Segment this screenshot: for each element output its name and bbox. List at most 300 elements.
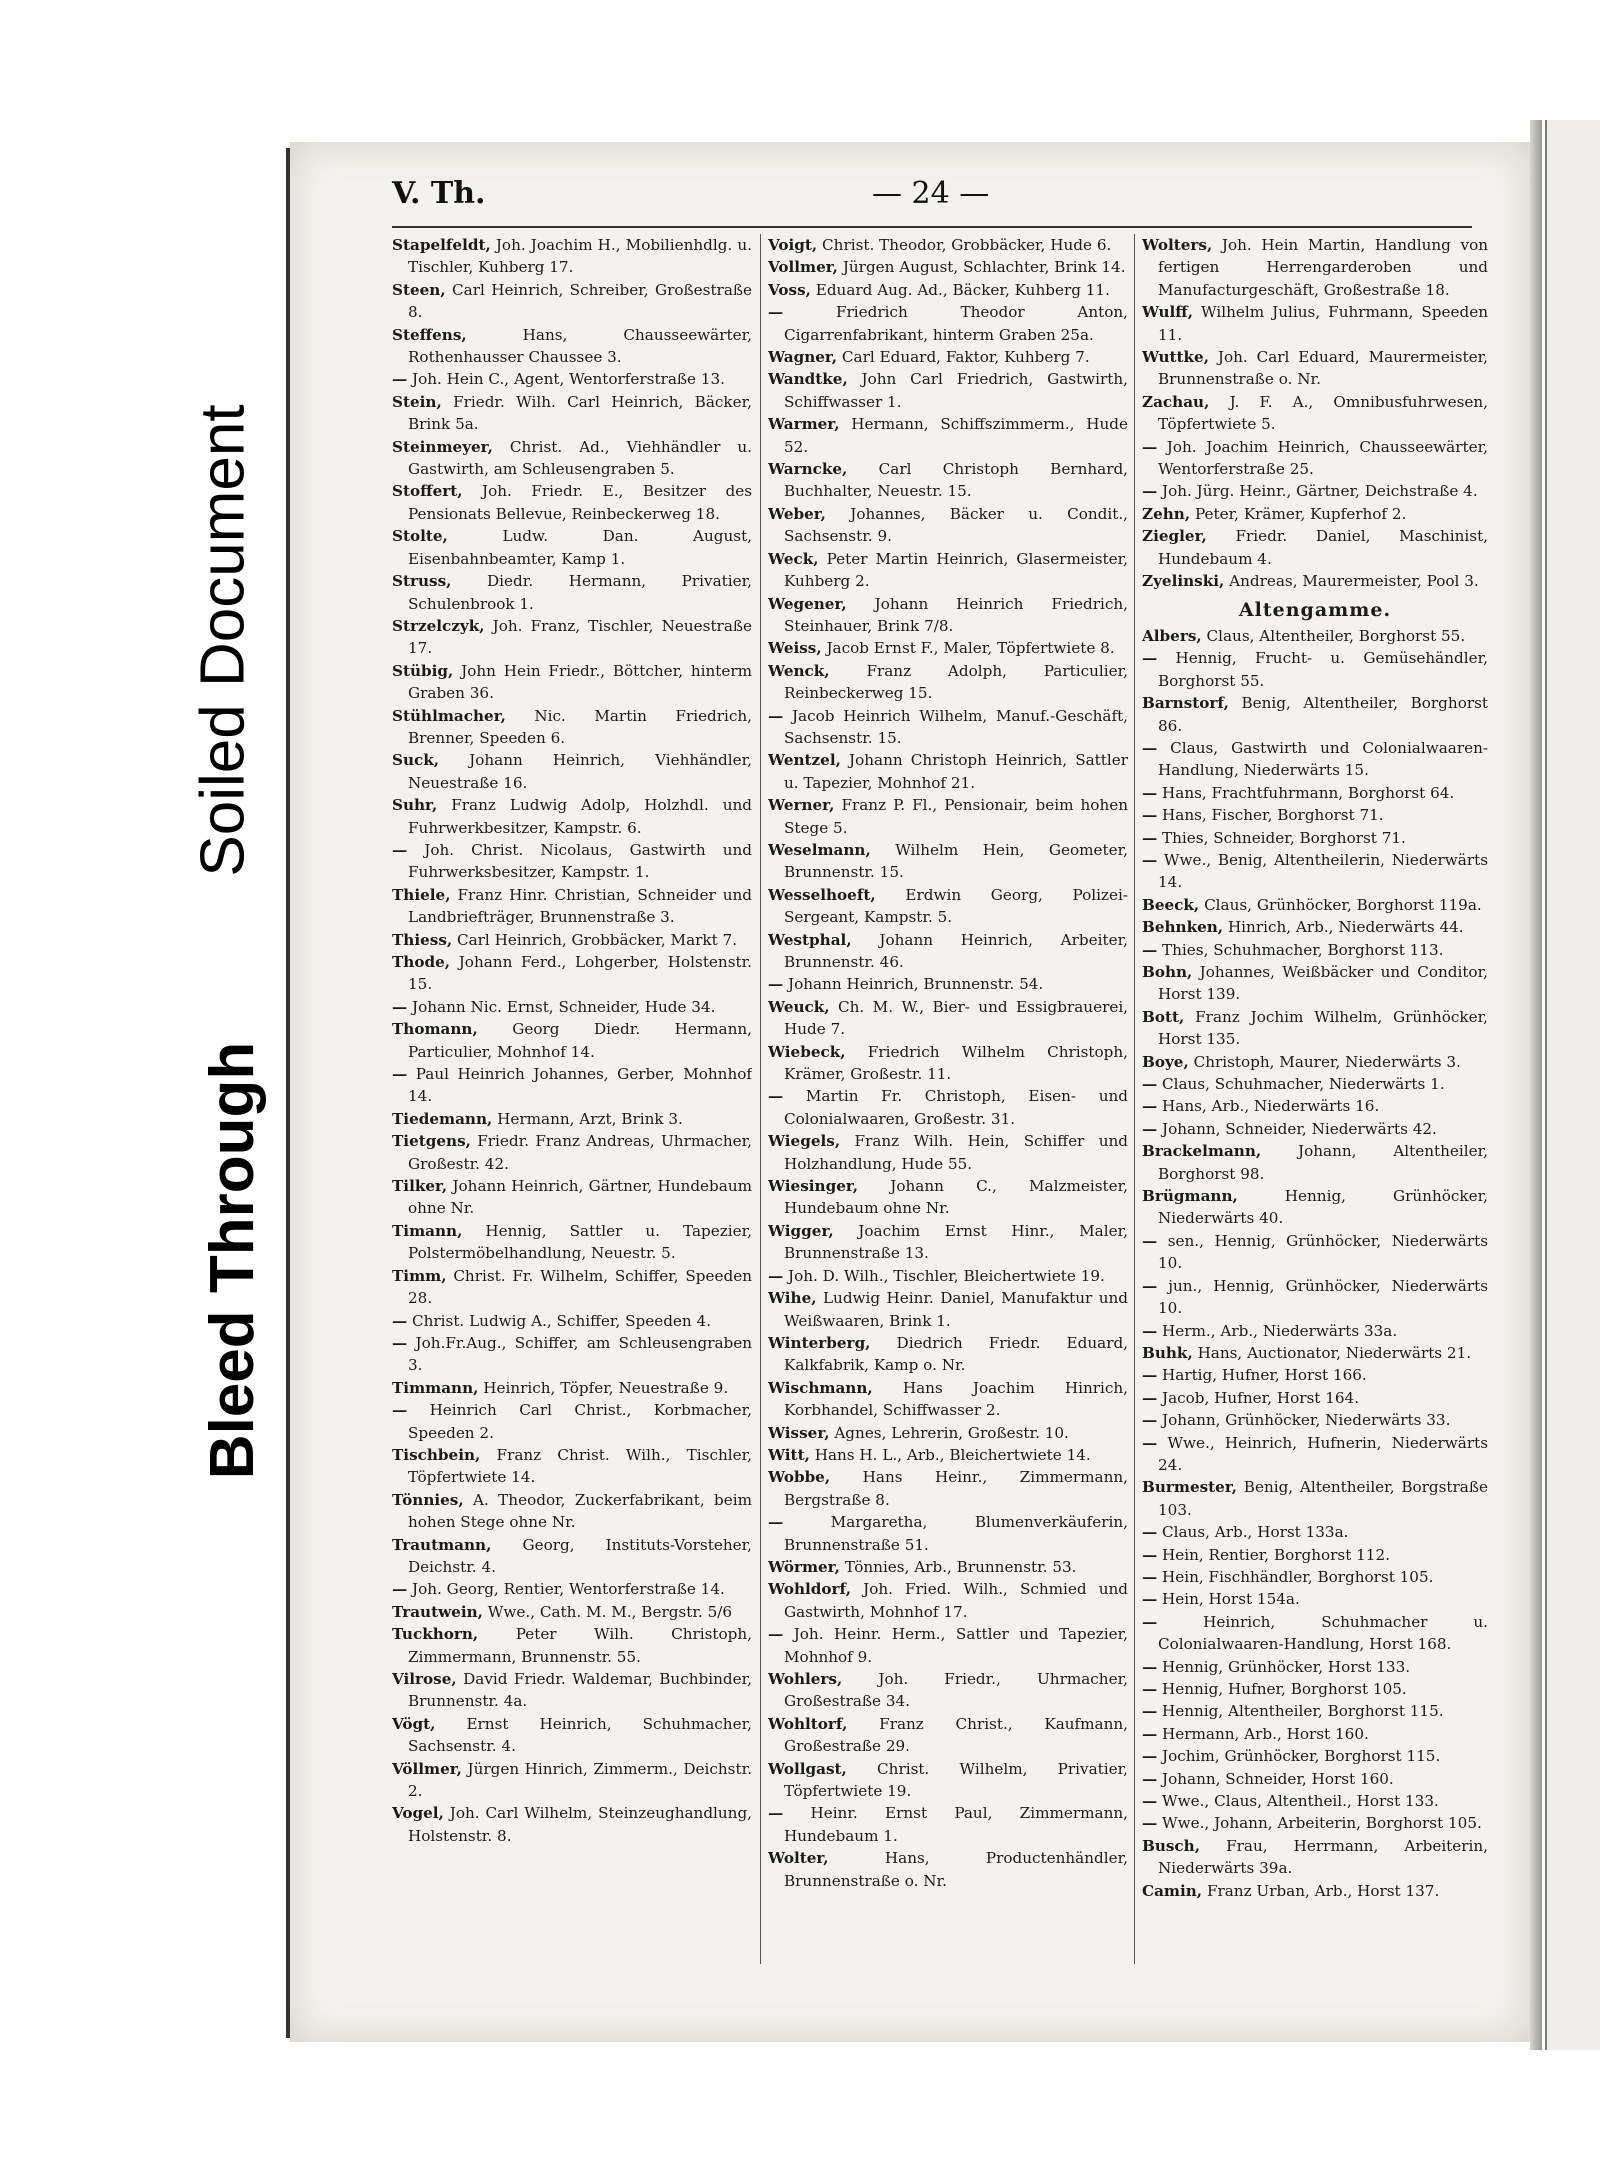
entry-details: Hans, Fischer, Borghorst 71. xyxy=(1162,806,1384,825)
section-heading: Altengamme. xyxy=(1238,598,1392,621)
entry-details: Hennig, Grünhöcker, Horst 133. xyxy=(1162,1657,1411,1676)
entry-name: Wentzel, xyxy=(768,751,841,770)
entry-name: — xyxy=(1142,940,1158,959)
entry-details: Johann Ferd., Lohgerber, Holstenstr. 15. xyxy=(408,953,752,994)
directory-entry xyxy=(1142,1544,1488,1566)
directory-entry xyxy=(768,1287,1128,1332)
entry-name: — xyxy=(1142,1769,1158,1788)
entry-details: Jürgen August, Schlachter, Brink 14. xyxy=(842,258,1126,277)
entry-details: Heinrich, Schuhmacher u. Colonialwaaren-Handlung, Horst 168. xyxy=(1158,1612,1488,1654)
entry-name: Wiebeck, xyxy=(768,1042,846,1061)
entry-name: Witt, xyxy=(768,1445,810,1464)
entry-details: Thies, Schuhmacher, Borghorst 113. xyxy=(1162,940,1444,959)
entry-name: — xyxy=(392,1401,408,1420)
entry-name: Buhk, xyxy=(1142,1343,1193,1362)
entry-details: Georg Diedr. Hermann, Particulier, Mohnhof 14. xyxy=(408,1020,752,1061)
entry-details: Franz Christ. Wilh., Tischler, Töpfertwiete 14. xyxy=(408,1445,752,1487)
directory-entry xyxy=(1142,1678,1488,1700)
entry-details: Joh. Heinr. Herm., Sattler und Tapezier, Mohnhof 9. xyxy=(784,1625,1128,1666)
directory-entry xyxy=(768,1758,1128,1803)
entry-name: Steffens, xyxy=(392,325,467,344)
entry-details: Johann Heinrich, Brunnenstr. 54. xyxy=(788,975,1044,994)
entry-name: — xyxy=(1142,1231,1158,1250)
entry-details: Wwe., Cath. M. M., Bergstr. 5/6 xyxy=(487,1602,733,1621)
directory-column-3 xyxy=(1142,234,1488,1964)
entry-details: Johannes, Weißbäcker und Conditor, Horst 139. xyxy=(1158,963,1488,1004)
entry-name: Wegener, xyxy=(768,594,847,613)
directory-entry xyxy=(1142,1835,1488,1880)
entry-name: Wobbe, xyxy=(768,1468,831,1487)
directory-entry xyxy=(768,1802,1128,1847)
directory-entry xyxy=(1142,1432,1488,1477)
entry-name: Wiegels, xyxy=(768,1132,841,1151)
directory-entry xyxy=(392,324,752,369)
entry-name: Thode, xyxy=(392,953,451,971)
entry-details: Ludwig Heinr. Daniel, Manufaktur und Weißwaaren, Brink 1. xyxy=(784,1289,1128,1330)
directory-entry xyxy=(768,660,1128,705)
entry-name: Beeck, xyxy=(1142,895,1200,914)
entry-details: Johann, Schneider, Horst 160. xyxy=(1162,1769,1394,1788)
directory-entry xyxy=(1142,827,1488,849)
directory-entry xyxy=(768,1085,1128,1130)
entry-details: Jacob Ernst F., Maler, Töpfertwiete 8. xyxy=(826,639,1115,658)
directory-entry xyxy=(1142,1006,1488,1051)
directory-entry xyxy=(1142,1275,1488,1320)
directory-entry xyxy=(1142,916,1488,938)
directory-entry xyxy=(392,1399,752,1444)
entry-name: Steen, xyxy=(392,280,446,299)
directory-entry xyxy=(768,279,1128,301)
directory-entry xyxy=(392,1130,752,1175)
entry-name: — xyxy=(1142,1680,1158,1698)
soiled-document-label xyxy=(168,330,278,950)
entry-name: Weuck, xyxy=(768,997,830,1016)
entry-details: Hennig, Sattler u. Tapezier, Polstermöbelhandlung, Neuestr. 5. xyxy=(408,1221,752,1263)
entry-details: Erdwin Georg, Polizei-Sergeant, Kampstr. 5. xyxy=(784,885,1128,927)
directory-entry xyxy=(392,1601,752,1623)
entry-details: John Hein Friedr., Böttcher, hinterm Graben 36. xyxy=(408,661,752,703)
directory-entry xyxy=(768,973,1128,995)
entry-name: Steinmeyer, xyxy=(392,437,493,456)
entry-details: J. F. A., Omnibusfuhrwesen, Töpfertwiete 5. xyxy=(1158,392,1488,434)
entry-details: Joh. Hein Martin, Handlung von fertigen Herrengarderoben und Manufacturgeschäft, Großestraße 18. xyxy=(1158,236,1488,299)
directory-entry xyxy=(768,1444,1128,1466)
entry-details: Claus, Schuhmacher, Niederwärts 1. xyxy=(1162,1075,1445,1094)
directory-entry xyxy=(768,1668,1128,1713)
entry-name: Zehn, xyxy=(1142,504,1191,523)
entry-details: Peter Wilh. Christoph, Zimmermann, Brunnenstr. 55. xyxy=(408,1625,752,1666)
entry-details: Franz P. Fl., Pensionair, beim hohen Stege 5. xyxy=(784,796,1128,837)
header-section: V. Th. xyxy=(392,176,486,211)
column-divider xyxy=(1134,234,1135,1964)
entry-name: — xyxy=(1142,828,1158,847)
directory-entry xyxy=(1142,346,1488,391)
directory-entry xyxy=(768,637,1128,659)
entry-name: Weber, xyxy=(768,504,826,523)
directory-entry xyxy=(1142,234,1488,301)
entry-details: Herm., Arb., Niederwärts 33a. xyxy=(1162,1321,1398,1340)
entry-name: Barnstorf, xyxy=(1142,694,1229,713)
entry-name: — xyxy=(1142,482,1158,501)
entry-details: Franz Adolph, Particulier, Reinbeckerweg 15. xyxy=(784,661,1128,703)
entry-details: Johann Nic. Ernst, Schneider, Hude 34. xyxy=(412,997,716,1016)
directory-entry xyxy=(768,413,1128,458)
directory-entry xyxy=(768,301,1128,346)
entry-details: Franz Wilh. Hein, Schiffer und Holzhandlung, Hude 55. xyxy=(784,1132,1128,1173)
entry-details: A. Theodor, Zuckerfabrikant, beim hohen Stege ohne Nr. xyxy=(408,1490,752,1532)
entry-name: Struss, xyxy=(392,572,452,591)
directory-entry xyxy=(1142,391,1488,436)
entry-details: Johann, Grünhöcker, Niederwärts 33. xyxy=(1162,1411,1451,1430)
entry-name: Völlmer, xyxy=(392,1759,462,1778)
entry-name: — xyxy=(1142,1433,1158,1452)
entry-details: Claus, Gastwirth und Colonialwaaren-Handlung, Niederwärts 15. xyxy=(1158,738,1488,780)
directory-entry xyxy=(392,839,752,884)
directory-entry xyxy=(392,1108,752,1130)
entry-name: — xyxy=(1142,437,1158,456)
entry-details: Wilhelm Hein, Geometer, Brunnenstr. 15. xyxy=(784,840,1128,882)
entry-name: — xyxy=(1142,1276,1158,1295)
directory-entry xyxy=(1142,1095,1488,1117)
directory-entry xyxy=(392,660,752,705)
entry-details: Frau, Herrmann, Arbeiterin, Niederwärts 39a. xyxy=(1158,1836,1488,1878)
entry-name: — xyxy=(1142,1702,1158,1721)
entry-details: Hans Heinr., Zimmermann, Bergstraße 8. xyxy=(784,1468,1128,1509)
entry-details: Friedr. Franz Andreas, Uhrmacher, Großestr. 42. xyxy=(408,1132,752,1173)
entry-details: Hein, Fischhändler, Borghorst 105. xyxy=(1162,1567,1434,1586)
entry-name: Camin, xyxy=(1142,1881,1203,1900)
entry-details: Ch. M. W., Bier- und Essigbrauerei, Hude 7. xyxy=(784,997,1128,1039)
entry-name: — xyxy=(768,1625,784,1644)
entry-details: Hein, Rentier, Borghorst 112. xyxy=(1162,1545,1390,1564)
directory-entry xyxy=(1142,503,1488,525)
entry-name: Vollmer, xyxy=(768,258,838,277)
entry-details: Carl Heinrich, Grobbäcker, Markt 7. xyxy=(457,930,738,949)
directory-entry xyxy=(1142,804,1488,826)
entry-details: Johann, Altentheiler, Borghorst 98. xyxy=(1158,1142,1488,1183)
entry-name: Thomann, xyxy=(392,1020,478,1039)
directory-entry xyxy=(392,1265,752,1310)
entry-name: Werner, xyxy=(768,796,835,815)
entry-name: Wörmer, xyxy=(768,1557,840,1576)
entry-details: Ernst Heinrich, Schuhmacher, Sachsenstr. 4. xyxy=(408,1714,752,1756)
directory-entry xyxy=(768,1265,1128,1287)
directory-entry xyxy=(768,1556,1128,1578)
directory-entry xyxy=(768,1377,1128,1422)
entry-name: — xyxy=(392,1580,408,1599)
entry-name: Westphal, xyxy=(768,930,852,949)
entry-details: Hans, Productenhändler, Brunnenstraße o. Nr. xyxy=(784,1849,1128,1890)
entry-details: Diedrich Friedr. Eduard, Kalkfabrik, Kamp o. Nr. xyxy=(784,1333,1128,1375)
directory-entry xyxy=(392,279,752,324)
entry-details: Wwe., Benig, Altentheilerin, Niederwärts 14. xyxy=(1158,850,1488,892)
entry-details: Carl Christoph Bernhard, Buchhalter, Neuestr. 15. xyxy=(784,460,1128,501)
entry-details: Carl Eduard, Faktor, Kuhberg 7. xyxy=(841,348,1090,367)
entry-name: Wollgast, xyxy=(768,1759,847,1778)
entry-details: Joh. Carl Wilhelm, Steinzeughandlung, Holstenstr. 8. xyxy=(408,1804,752,1845)
entry-name: Wuttke, xyxy=(1142,348,1209,367)
entry-details: Joh. Joachim H., Mobilienhdlg. u. Tischler, Kuhberg 17. xyxy=(408,236,752,277)
directory-column-1 xyxy=(392,234,752,1964)
entry-details: Christoph, Maurer, Niederwärts 3. xyxy=(1193,1052,1461,1071)
bleed-through-text: Bleed Through xyxy=(198,1041,268,1479)
entry-details: Franz Christ., Kaufmann, Großestraße 29. xyxy=(784,1714,1128,1756)
entry-details: Jürgen Hinrich, Zimmerm., Deichstr. 2. xyxy=(408,1759,752,1801)
entry-name: Vogel, xyxy=(392,1804,444,1823)
entry-details: Hans Joachim Hinrich, Korbhandel, Schiffwasser 2. xyxy=(784,1378,1128,1420)
entry-name: — xyxy=(1142,783,1158,802)
directory-entry xyxy=(1142,1790,1488,1812)
directory-entry xyxy=(1142,782,1488,804)
entry-details: Joh.Fr.Aug., Schiffer, am Schleusengraben 3. xyxy=(408,1333,752,1375)
page-gutter xyxy=(286,148,290,2038)
column-divider xyxy=(760,234,761,1964)
directory-entry xyxy=(392,1444,752,1489)
entry-name: Thiele, xyxy=(392,885,451,904)
directory-entry xyxy=(392,570,752,615)
entry-name: Weck, xyxy=(768,549,819,568)
entry-details: Joh. Friedr., Uhrmacher, Großestraße 34. xyxy=(784,1670,1128,1711)
entry-name: Timm, xyxy=(392,1266,447,1285)
entry-details: Martin Fr. Christoph, Eisen- und Colonialwaaren, Großestr. 31. xyxy=(784,1087,1128,1128)
entry-name: Timmann, xyxy=(392,1378,479,1397)
directory-entry xyxy=(1142,525,1488,570)
directory-entry xyxy=(392,391,752,436)
directory-entry xyxy=(768,503,1128,548)
entry-details: Hennig, Grünhöcker, Niederwärts 40. xyxy=(1158,1187,1488,1228)
entry-details: Joh. Christ. Nicolaus, Gastwirth und Fuhrwerksbesitzer, Kampstr. 1. xyxy=(408,840,752,882)
entry-name: — xyxy=(1142,1724,1158,1743)
entry-details: Christ. Theodor, Grobbäcker, Hude 6. xyxy=(822,236,1112,254)
entry-details: Johann C., Malzmeister, Hundebaum ohne Nr. xyxy=(784,1177,1128,1218)
directory-entry xyxy=(768,593,1128,638)
entry-details: Friedr. Wilh. Carl Heinrich, Bäcker, Brink 5a. xyxy=(408,392,752,434)
directory-entry xyxy=(1142,849,1488,894)
entry-details: Nic. Martin Friedrich, Brenner, Speeden 6. xyxy=(408,706,752,747)
entry-name: — xyxy=(1142,1119,1158,1138)
entry-name: Wolters, xyxy=(1142,236,1213,254)
entry-name: Wohltorf, xyxy=(768,1714,848,1733)
entry-details: Jochim, Grünhöcker, Borghorst 115. xyxy=(1162,1747,1441,1766)
header-rule xyxy=(392,226,1472,228)
directory-entry xyxy=(768,1713,1128,1758)
directory-entry xyxy=(768,1511,1128,1556)
directory-entry xyxy=(768,1578,1128,1623)
directory-entry xyxy=(392,436,752,481)
directory-entry xyxy=(768,794,1128,839)
entry-details: Friedr. Daniel, Maschinist, Hundebaum 4. xyxy=(1158,527,1488,568)
entry-name: Voss, xyxy=(768,280,811,299)
entry-details: Hennig, Hufner, Borghorst 105. xyxy=(1162,1680,1407,1698)
directory-entry xyxy=(392,996,752,1018)
directory-entry xyxy=(1142,301,1488,346)
entry-name: — xyxy=(768,1804,784,1823)
entry-details: Wwe., Johann, Arbeiterin, Borghorst 105. xyxy=(1162,1814,1482,1833)
directory-entry xyxy=(392,951,752,996)
entry-details: Heinr. Ernst Paul, Zimmermann, Hundebaum 1. xyxy=(784,1804,1128,1845)
entry-name: — xyxy=(1142,738,1158,757)
directory-entry xyxy=(392,1310,752,1332)
entry-name: Zyelinski, xyxy=(1142,572,1225,591)
directory-entry xyxy=(768,1332,1128,1377)
directory-entry xyxy=(768,1220,1128,1265)
entry-details: Carl Heinrich, Schreiber, Großestraße 8. xyxy=(408,280,752,322)
entry-name: Wolter, xyxy=(768,1849,829,1868)
entry-details: Georg, Instituts-Vorsteher, Deichstr. 4. xyxy=(408,1535,752,1576)
entry-details: Joachim Ernst Hinr., Maler, Brunnenstraße 13. xyxy=(784,1221,1128,1263)
entry-details: Benig, Altentheiler, Borgstraße 103. xyxy=(1158,1478,1488,1519)
directory-entry xyxy=(768,839,1128,884)
entry-details: Hans, Frachtfuhrmann, Borghorst 64. xyxy=(1162,783,1455,802)
directory-entry xyxy=(1142,1387,1488,1409)
directory-entry xyxy=(1142,1588,1488,1610)
entry-name: Vilrose, xyxy=(392,1670,457,1688)
entry-details: Hans, Auctionator, Niederwärts 21. xyxy=(1197,1343,1472,1362)
entry-name: Suhr, xyxy=(392,796,438,815)
entry-name: — xyxy=(1142,806,1158,825)
entry-details: Jacob Heinrich Wilhelm, Manuf.-Geschäft, Sachsenstr. 15. xyxy=(784,706,1128,747)
entry-name: — xyxy=(1142,1590,1158,1609)
directory-entry xyxy=(1142,1611,1488,1656)
entry-details: Hermann, Schiffszimmerm., Hude 52. xyxy=(784,415,1128,456)
entry-details: Franz Hinr. Christian, Schneider und Landbriefträger, Brunnenstraße 3. xyxy=(408,885,752,927)
entry-details: Tönnies, Arb., Brunnenstr. 53. xyxy=(844,1557,1077,1576)
directory-entry xyxy=(768,1623,1128,1668)
directory-entry xyxy=(768,1847,1128,1892)
entry-details: Johannes, Bäcker u. Condit., Sachsenstr. 9. xyxy=(784,504,1128,546)
directory-entry xyxy=(1142,1700,1488,1722)
entry-details: Joh. Fried. Wilh., Schmied und Gastwirth, Mohnhof 17. xyxy=(784,1580,1128,1621)
entry-details: Joh. Carl Eduard, Maurermeister, Brunnenstraße o. Nr. xyxy=(1158,348,1488,389)
directory-entry xyxy=(1142,1230,1488,1275)
entry-details: Joh. Franz, Tischler, Neuestraße 17. xyxy=(408,616,752,658)
entry-details: Friedrich Wilhelm Christoph, Krämer, Großestr. 11. xyxy=(784,1042,1128,1084)
entry-name: — xyxy=(1142,1567,1158,1586)
entry-name: — xyxy=(392,840,408,859)
entry-name: Wiesinger, xyxy=(768,1177,859,1196)
entry-details: Hermann, Arzt, Brink 3. xyxy=(497,1109,683,1128)
directory-entry xyxy=(1142,1073,1488,1095)
entry-name: — xyxy=(392,1311,408,1330)
entry-name: Suck, xyxy=(392,751,440,770)
entry-details: Paul Heinrich Johannes, Gerber, Mohnhof 14. xyxy=(408,1065,752,1106)
entry-name: Tischbein, xyxy=(392,1445,481,1464)
entry-name: Timann, xyxy=(392,1221,463,1240)
entry-name: Wulff, xyxy=(1142,303,1194,322)
directory-entry xyxy=(392,705,752,750)
entry-name: Strzelczyk, xyxy=(392,616,485,635)
directory-entry xyxy=(1142,1364,1488,1386)
entry-details: Hans, Chausseewärter, Rothenhausser Chaussee 3. xyxy=(408,325,752,367)
entry-name: — xyxy=(768,706,784,725)
page-header xyxy=(392,176,1472,220)
entry-details: Hein, Horst 154a. xyxy=(1162,1590,1300,1609)
directory-entry xyxy=(768,458,1128,503)
entry-name: Bohn, xyxy=(1142,963,1193,981)
entry-name: Thiess, xyxy=(392,930,453,949)
entry-details: Claus, Grünhöcker, Borghorst 119a. xyxy=(1204,895,1482,914)
entry-name: Wandtke, xyxy=(768,370,848,389)
entry-details: Agnes, Lehrerin, Großestr. 10. xyxy=(834,1423,1069,1442)
directory-entry xyxy=(768,256,1128,278)
entry-details: Wwe., Heinrich, Hufnerin, Niederwärts 24. xyxy=(1158,1433,1488,1474)
page-edge xyxy=(1530,120,1542,2050)
entry-details: Franz Urban, Arb., Horst 137. xyxy=(1206,1881,1440,1900)
directory-entry xyxy=(392,884,752,929)
entry-details: Heinrich, Töpfer, Neuestraße 9. xyxy=(483,1378,729,1397)
entry-name: Tönnies, xyxy=(392,1490,464,1509)
directory-entry xyxy=(392,1578,752,1600)
entry-details: Franz Ludwig Adolp, Holzhdl. und Fuhrwerkbesitzer, Kampstr. 6. xyxy=(408,796,752,837)
entry-details: Christ. Fr. Wilhelm, Schiffer, Speeden 28. xyxy=(408,1266,752,1308)
entry-details: Hermann, Arb., Horst 160. xyxy=(1162,1724,1369,1743)
entry-name: Weselmann, xyxy=(768,840,871,859)
entry-name: Stühlmacher, xyxy=(392,706,506,725)
directory-entry xyxy=(1142,1476,1488,1521)
directory-entry xyxy=(392,1758,752,1803)
entry-name: — xyxy=(1142,1523,1158,1542)
entry-details: Hinrich, Arb., Niederwärts 44. xyxy=(1227,918,1464,937)
entry-name: — xyxy=(1142,1657,1158,1676)
directory-entry xyxy=(392,929,752,951)
entry-details: Christ. Wilhelm, Privatier, Töpfertwiete 19. xyxy=(784,1759,1128,1801)
entry-details: Johann Heinrich, Viehhändler, Neuestraße 16. xyxy=(408,751,752,792)
entry-name: Warmer, xyxy=(768,415,840,434)
directory-entry xyxy=(392,1802,752,1847)
directory-entry xyxy=(1142,1342,1488,1364)
directory-entry xyxy=(1142,570,1488,592)
directory-entry xyxy=(1142,1320,1488,1342)
entry-name: — xyxy=(1142,1814,1158,1833)
entry-details: Hennig, Altentheiler, Borghorst 115. xyxy=(1162,1702,1444,1721)
directory-entry xyxy=(768,1422,1128,1444)
entry-details: Johann Christoph Heinrich, Sattler u. Tapezier, Mohnhof 21. xyxy=(784,751,1128,792)
entry-name: — xyxy=(392,1065,408,1084)
entry-name: Trautmann, xyxy=(392,1535,492,1554)
entry-name: — xyxy=(1142,649,1158,668)
entry-name: Stapelfeldt, xyxy=(392,236,491,254)
entry-details: Andreas, Maurermeister, Pool 3. xyxy=(1229,572,1479,591)
directory-entry xyxy=(392,480,752,525)
directory-entry xyxy=(1142,1768,1488,1790)
entry-details: Margaretha, Blumenverkäuferin, Brunnenstraße 51. xyxy=(784,1513,1128,1554)
entry-name: — xyxy=(1142,1747,1158,1766)
entry-name: Stein, xyxy=(392,392,442,411)
directory-entry xyxy=(1142,1723,1488,1745)
directory-entry xyxy=(392,615,752,660)
entry-name: Busch, xyxy=(1142,1836,1201,1855)
directory-entry xyxy=(1142,939,1488,961)
entry-details: Joh. D. Wilh., Tischler, Bleichertwiete 19. xyxy=(788,1266,1105,1285)
entry-details: Heinrich Carl Christ., Korbmacher, Speeden 2. xyxy=(408,1401,752,1442)
entry-name: Brackelmann, xyxy=(1142,1142,1262,1161)
directory-entry xyxy=(768,705,1128,750)
entry-details: David Friedr. Waldemar, Buchbinder, Brunnenstr. 4a. xyxy=(408,1670,752,1711)
directory-entry xyxy=(392,1175,752,1220)
entry-name: — xyxy=(1142,1411,1158,1430)
entry-name: — xyxy=(392,997,408,1016)
directory-entry xyxy=(392,1713,752,1758)
entry-details: Joh. Friedr. E., Besitzer des Pensionats Bellevue, Reinbeckerweg 18. xyxy=(408,482,752,523)
entry-name: — xyxy=(1142,1075,1158,1094)
directory-entry xyxy=(768,234,1128,256)
entry-name: Wohldorf, xyxy=(768,1580,851,1599)
entry-name: Winterberg, xyxy=(768,1333,871,1352)
entry-name: Behnken, xyxy=(1142,918,1224,937)
directory-entry xyxy=(768,1041,1128,1086)
entry-details: Peter, Krämer, Kupferhof 2. xyxy=(1194,504,1407,523)
entry-name: Wisser, xyxy=(768,1423,830,1442)
